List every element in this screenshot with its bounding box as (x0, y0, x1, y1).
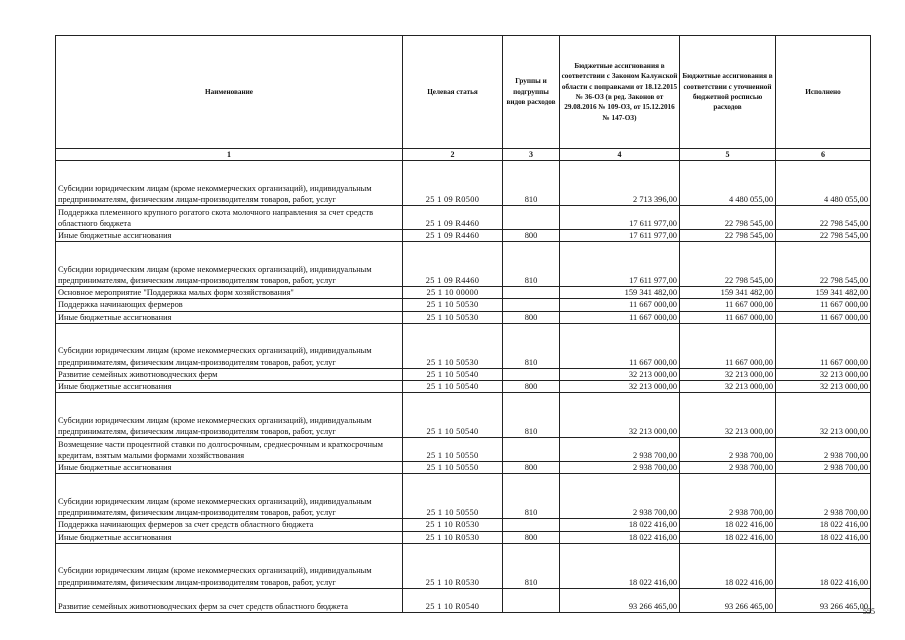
row-name: Иные бюджетные ассигнования (56, 531, 403, 543)
row-executed-amount: 22 798 545,00 (776, 230, 871, 242)
row-target-article: 25 1 10 50550 (403, 462, 503, 474)
row-approved-amount: 11 667 000,00 (560, 311, 680, 323)
row-approved-amount: 17 611 977,00 (560, 242, 680, 287)
row-expense-group (503, 368, 560, 380)
row-planned-amount: 2 938 700,00 (680, 438, 776, 462)
column-number-row (56, 149, 871, 161)
row-planned-amount: 4 480 055,00 (680, 161, 776, 206)
header-expense-groups: Группы и подгруппы видов расходов (503, 36, 560, 149)
page-number: 555 (863, 607, 875, 616)
header-row (56, 36, 871, 149)
row-executed-amount: 93 266 465,00 (776, 588, 871, 612)
row-approved-amount: 32 213 000,00 (560, 381, 680, 393)
row-expense-group (503, 299, 560, 311)
row-name: Субсидии юридическим лицам (кроме некоммерческих организаций), индивидуальным предпринимателям, физическим лицам-производителям товаров, работ, услуг (56, 474, 403, 519)
row-planned-amount: 2 938 700,00 (680, 474, 776, 519)
row-expense-group: 800 (503, 381, 560, 393)
row-expense-group: 800 (503, 230, 560, 242)
table-row (56, 588, 871, 612)
row-approved-amount: 18 022 416,00 (560, 531, 680, 543)
row-expense-group (503, 438, 560, 462)
row-target-article: 25 1 09 R4460 (403, 242, 503, 287)
row-expense-group: 810 (503, 161, 560, 206)
table-row (56, 381, 871, 393)
table-row (56, 543, 871, 588)
column-number: 4 (560, 149, 680, 161)
row-approved-amount: 2 938 700,00 (560, 462, 680, 474)
row-executed-amount: 32 213 000,00 (776, 381, 871, 393)
table-row (56, 230, 871, 242)
table-row (56, 311, 871, 323)
row-executed-amount: 2 938 700,00 (776, 462, 871, 474)
row-approved-amount: 2 938 700,00 (560, 474, 680, 519)
row-planned-amount: 32 213 000,00 (680, 393, 776, 438)
row-approved-amount: 17 611 977,00 (560, 230, 680, 242)
row-expense-group: 810 (503, 543, 560, 588)
row-approved-amount: 93 266 465,00 (560, 588, 680, 612)
row-target-article: 25 1 10 50540 (403, 381, 503, 393)
row-expense-group: 800 (503, 531, 560, 543)
row-name: Развитие семейных животноводческих ферм (56, 368, 403, 380)
row-name: Поддержка начинающих фермеров (56, 299, 403, 311)
row-planned-amount: 32 213 000,00 (680, 381, 776, 393)
row-planned-amount: 32 213 000,00 (680, 368, 776, 380)
row-executed-amount: 22 798 545,00 (776, 206, 871, 230)
table-body (56, 161, 871, 613)
row-planned-amount: 11 667 000,00 (680, 299, 776, 311)
row-target-article: 25 1 10 00000 (403, 287, 503, 299)
row-name: Иные бюджетные ассигнования (56, 230, 403, 242)
row-expense-group: 800 (503, 311, 560, 323)
row-approved-amount: 11 667 000,00 (560, 323, 680, 368)
table-row (56, 368, 871, 380)
row-planned-amount: 22 798 545,00 (680, 230, 776, 242)
table-row (56, 161, 871, 206)
header-approved-budget: Бюджетные ассигнования в соответствии с Законом Калужской области с поправками от 18.12.2015 № 36-ОЗ (в ред. Законов от 29.08.2016 № 109-ОЗ, от 15.12.2016 № 147-ОЗ) (560, 36, 680, 149)
row-name: Субсидии юридическим лицам (кроме некоммерческих организаций), индивидуальным предпринимателям, физическим лицам-производителям товаров, работ, услуг (56, 323, 403, 368)
budget-table-sheet (55, 35, 870, 613)
header-name: Наименование (56, 36, 403, 149)
row-name: Основное мероприятие "Поддержка малых форм хозяйствования" (56, 287, 403, 299)
row-planned-amount: 22 798 545,00 (680, 242, 776, 287)
row-executed-amount: 32 213 000,00 (776, 393, 871, 438)
row-name: Поддержка племенного крупного рогатого скота молочного направления за счет средств областного бюджета (56, 206, 403, 230)
column-number: 3 (503, 149, 560, 161)
row-name: Возмещение части процентной ставки по долгосрочным, среднесрочным и краткосрочным кредитам, взятым малыми формами хозяйствования (56, 438, 403, 462)
row-approved-amount: 159 341 482,00 (560, 287, 680, 299)
row-executed-amount: 2 938 700,00 (776, 438, 871, 462)
row-name: Иные бюджетные ассигнования (56, 381, 403, 393)
row-planned-amount: 18 022 416,00 (680, 519, 776, 531)
row-expense-group: 800 (503, 462, 560, 474)
row-target-article: 25 1 09 R0500 (403, 161, 503, 206)
header-planned-budget: Бюджетные ассигнования в соответствии с уточненной бюджетной росписью расходов (680, 36, 776, 149)
row-expense-group (503, 206, 560, 230)
row-planned-amount: 18 022 416,00 (680, 531, 776, 543)
row-approved-amount: 32 213 000,00 (560, 368, 680, 380)
row-name: Субсидии юридическим лицам (кроме некоммерческих организаций), индивидуальным предпринимателям, физическим лицам-производителям товаров, работ, услуг (56, 161, 403, 206)
row-planned-amount: 11 667 000,00 (680, 323, 776, 368)
header-target-article: Целевая статья (403, 36, 503, 149)
table-row (56, 531, 871, 543)
row-name: Субсидии юридическим лицам (кроме некоммерческих организаций), индивидуальным предпринимателям, физическим лицам-производителям товаров, работ, услуг (56, 543, 403, 588)
row-planned-amount: 22 798 545,00 (680, 206, 776, 230)
column-number: 2 (403, 149, 503, 161)
row-approved-amount: 2 713 396,00 (560, 161, 680, 206)
row-target-article: 25 1 10 50530 (403, 311, 503, 323)
column-number: 5 (680, 149, 776, 161)
row-approved-amount: 17 611 977,00 (560, 206, 680, 230)
row-planned-amount: 11 667 000,00 (680, 311, 776, 323)
row-name: Субсидии юридическим лицам (кроме некоммерческих организаций), индивидуальным предпринимателям, физическим лицам-производителям товаров, работ, услуг (56, 393, 403, 438)
row-target-article: 25 1 10 R0530 (403, 543, 503, 588)
table-row (56, 299, 871, 311)
table-row (56, 287, 871, 299)
row-executed-amount: 18 022 416,00 (776, 519, 871, 531)
row-executed-amount: 159 341 482,00 (776, 287, 871, 299)
row-expense-group: 810 (503, 393, 560, 438)
table-row (56, 438, 871, 462)
row-expense-group: 810 (503, 474, 560, 519)
row-name: Иные бюджетные ассигнования (56, 311, 403, 323)
row-approved-amount: 32 213 000,00 (560, 393, 680, 438)
row-executed-amount: 4 480 055,00 (776, 161, 871, 206)
row-executed-amount: 11 667 000,00 (776, 311, 871, 323)
row-target-article: 25 1 10 R0530 (403, 519, 503, 531)
row-expense-group (503, 287, 560, 299)
table-row (56, 474, 871, 519)
table-row (56, 393, 871, 438)
row-executed-amount: 18 022 416,00 (776, 531, 871, 543)
row-target-article: 25 1 09 R4460 (403, 206, 503, 230)
row-target-article: 25 1 10 R0540 (403, 588, 503, 612)
row-executed-amount: 2 938 700,00 (776, 474, 871, 519)
row-target-article: 25 1 10 50550 (403, 438, 503, 462)
row-executed-amount: 32 213 000,00 (776, 368, 871, 380)
header-executed: Исполнено (776, 36, 871, 149)
row-executed-amount: 11 667 000,00 (776, 323, 871, 368)
row-name: Иные бюджетные ассигнования (56, 462, 403, 474)
row-expense-group (503, 519, 560, 531)
row-planned-amount: 2 938 700,00 (680, 462, 776, 474)
row-approved-amount: 18 022 416,00 (560, 543, 680, 588)
table-row (56, 519, 871, 531)
row-expense-group: 810 (503, 323, 560, 368)
row-planned-amount: 18 022 416,00 (680, 543, 776, 588)
row-target-article: 25 1 10 50550 (403, 474, 503, 519)
row-executed-amount: 18 022 416,00 (776, 543, 871, 588)
row-approved-amount: 11 667 000,00 (560, 299, 680, 311)
row-approved-amount: 2 938 700,00 (560, 438, 680, 462)
table-row (56, 206, 871, 230)
table-row (56, 323, 871, 368)
row-name: Поддержка начинающих фермеров за счет средств областного бюджета (56, 519, 403, 531)
row-name: Развитие семейных животноводческих ферм за счет средств областного бюджета (56, 588, 403, 612)
row-planned-amount: 159 341 482,00 (680, 287, 776, 299)
row-name: Субсидии юридическим лицам (кроме некоммерческих организаций), индивидуальным предпринимателям, физическим лицам-производителям товаров, работ, услуг (56, 242, 403, 287)
row-expense-group: 810 (503, 242, 560, 287)
table-row (56, 462, 871, 474)
row-executed-amount: 22 798 545,00 (776, 242, 871, 287)
row-approved-amount: 18 022 416,00 (560, 519, 680, 531)
row-planned-amount: 93 266 465,00 (680, 588, 776, 612)
row-target-article: 25 1 10 R0530 (403, 531, 503, 543)
row-target-article: 25 1 10 50540 (403, 368, 503, 380)
table-row (56, 242, 871, 287)
row-target-article: 25 1 10 50540 (403, 393, 503, 438)
column-number: 6 (776, 149, 871, 161)
row-expense-group (503, 588, 560, 612)
row-target-article: 25 1 10 50530 (403, 323, 503, 368)
row-target-article: 25 1 09 R4460 (403, 230, 503, 242)
budget-execution-table (55, 35, 871, 613)
column-number: 1 (56, 149, 403, 161)
row-target-article: 25 1 10 50530 (403, 299, 503, 311)
row-executed-amount: 11 667 000,00 (776, 299, 871, 311)
